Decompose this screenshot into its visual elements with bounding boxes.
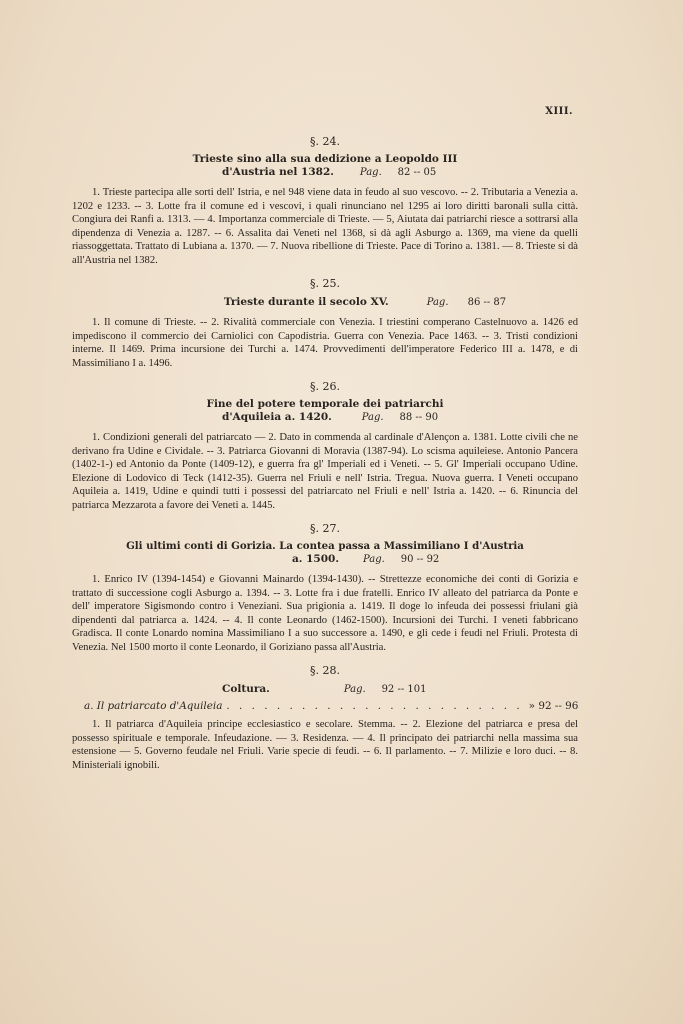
- page-range: 90 -- 92: [400, 554, 440, 565]
- page-number: XIII.: [545, 106, 573, 117]
- page-range: 88 -- 90: [399, 412, 439, 423]
- subsection-title: a. Il patriarcato d'Aquileia: [84, 700, 223, 712]
- section-summary: 1. Il patriarca d'Aquileia principe ecclesiastico e secolare. Stemma. -- 2. Elezione del patriarca e presa del possesso spirituale e temporale. Infeudazione. — 3. Residenza. — 4. Il principato dei patriarchi nella massima sua estensione — 5. Governo feudale nel Friuli. Varie specie di feudi. -- 6. Il parlamento. -- 7. Milizie e loro duci. -- 8. Ministeriali ignobili.: [72, 719, 578, 771]
- page-label: Pag.: [361, 412, 384, 423]
- page-label: Pag.: [363, 554, 385, 565]
- subsection-entry: [72, 700, 578, 712]
- section-title: Coltura.: [222, 683, 270, 695]
- leader-dots: . . . . . . . . . . . . . . . . . . . . . . . .: [226, 700, 523, 712]
- section-title-line2: d'Austria nel 1382.: [222, 166, 334, 178]
- section-title: Trieste durante il secolo XV.: [223, 296, 389, 308]
- section-summary: 1. Condizioni generali del patriarcato — 2. Dato in commenda al cardinale d'Alençon a. 1381. Lotte civili che ne derivano fra Udine e Cividale. -- 3. Patriarca Giovanni di Moravia (1387-94). Lo scisma aquileiese. Antonio Pancera (1402-1-) ed Antonio da Ponte (1409-12), e guerra fra gl' Imperiali ed i Veneti. -- 5. Gl' Imperiali occupano Udine. Elezione di Lodovico di Teck (1412-35). Guerra nel Friuli e nell' Istria. Tregua. Nuova guerra. I Veneti occupano Aquileia a. 1419, Udine e quindi tutti i possessi del patriarcato nel Friuli e nell' Istria a. 1420. -- 6. Rinuncia del patriarca Mezzarota a favore dei Veneti a. 1445.: [72, 432, 578, 511]
- section-summary: 1. Trieste partecipa alle sorti dell' Istria, e nel 948 viene data in feudo al suo vescovo. -- 2. Tributaria a Venezia a. 1202 e 1233. -- 3. Lotte fra il comune ed i vescovi, i quali rinunciano nel 1295 ai loro diritti baronali sulla città. Congiura dei Ranfi a. 1313. — 4. Importanza commerciale di Trieste. — 5, Aiutata dai patriarchi riesce a sottrarsi alla dipendenza di Venezia a. 1287. -- 6. Assalita dai Veneti nel 1368, si dà agli Asburgo a. 1369, ma viene da quelli riassoggettata. Trattato di Lubiana a. 1370. — 7. Nuova ribellione di Trieste. Pace di Torino a. 1381. — 8. Trieste si dà all'Austria nel 1382.: [72, 187, 578, 266]
- section-26: [72, 380, 578, 512]
- page-range: 92 -- 101: [381, 684, 427, 695]
- page-range: 86 -- 87: [467, 297, 507, 308]
- section-title: Fine del potere temporale dei patriarchi: [206, 398, 444, 410]
- page-label: Pag.: [359, 167, 382, 178]
- section-number: §. 24.: [310, 135, 340, 148]
- subsection-page-range: » 92 -- 96: [528, 700, 579, 712]
- section-title: Trieste sino alla sua dedizione a Leopoldo III: [192, 153, 458, 165]
- section-24: [72, 135, 578, 267]
- section-title-line2: a. 1500.: [292, 553, 339, 565]
- section-28: [72, 664, 578, 772]
- page-label: Pag.: [343, 684, 366, 695]
- section-title-line2: d'Aquileia a. 1420.: [222, 411, 332, 423]
- table-of-contents: [72, 135, 578, 778]
- section-number: §. 25.: [310, 277, 340, 290]
- section-number: §. 28.: [310, 664, 340, 677]
- section-summary: 1. Enrico IV (1394-1454) e Giovanni Mainardo (1394-1430). -- Strettezze economiche dei conti di Gorizia e trattato di successione cogli Asburgo a. 1394. -- 3. Lotte fra i due fratelli. Enrico IV alleato del patriarca da Ponte e dell' imperatore Sigismondo contro i Veneziani. Sua prigionia a. 1419. Il doge lo infeuda dei possessi friulani già dipendenti dal patriarca a. 1424. -- 4. Il conte Leonardo (1462-1500). Incursioni dei Turchi. I veneti fabbricano Gradisca. Il conte Lonardo nomina Massimiliano I a suo successore a. 1490, e gli cede i feudi nel Friuli. Protesta di Venezia. Nel 1500 morto il conte Leonardo, il Goriziano passa all'Austria.: [72, 574, 578, 653]
- section-summary: 1. Il comune di Trieste. -- 2. Rivalità commerciale con Venezia. I triestini comperano Castelnuovo a. 1426 ed impediscono il commercio dei Carniolici con Capodistria. Guerra con Venezia. Pace 1463. -- 3. Tristi condizioni interne. Il 1469. Prima incursione dei Turchi a. 1474. Provvedimenti dell'imperatore Federico III a. 1478, e di Massimiliano I a. 1496.: [72, 317, 578, 369]
- section-27: [72, 522, 578, 654]
- section-25: [72, 277, 578, 370]
- section-number: §. 27.: [310, 522, 340, 535]
- page-range: 82 -- 05: [397, 167, 437, 178]
- section-title: Gli ultimi conti di Gorizia. La contea passa a Massimiliano I d'Austria: [126, 540, 524, 552]
- section-number: §. 26.: [310, 380, 340, 393]
- page-label: Pag.: [426, 297, 449, 308]
